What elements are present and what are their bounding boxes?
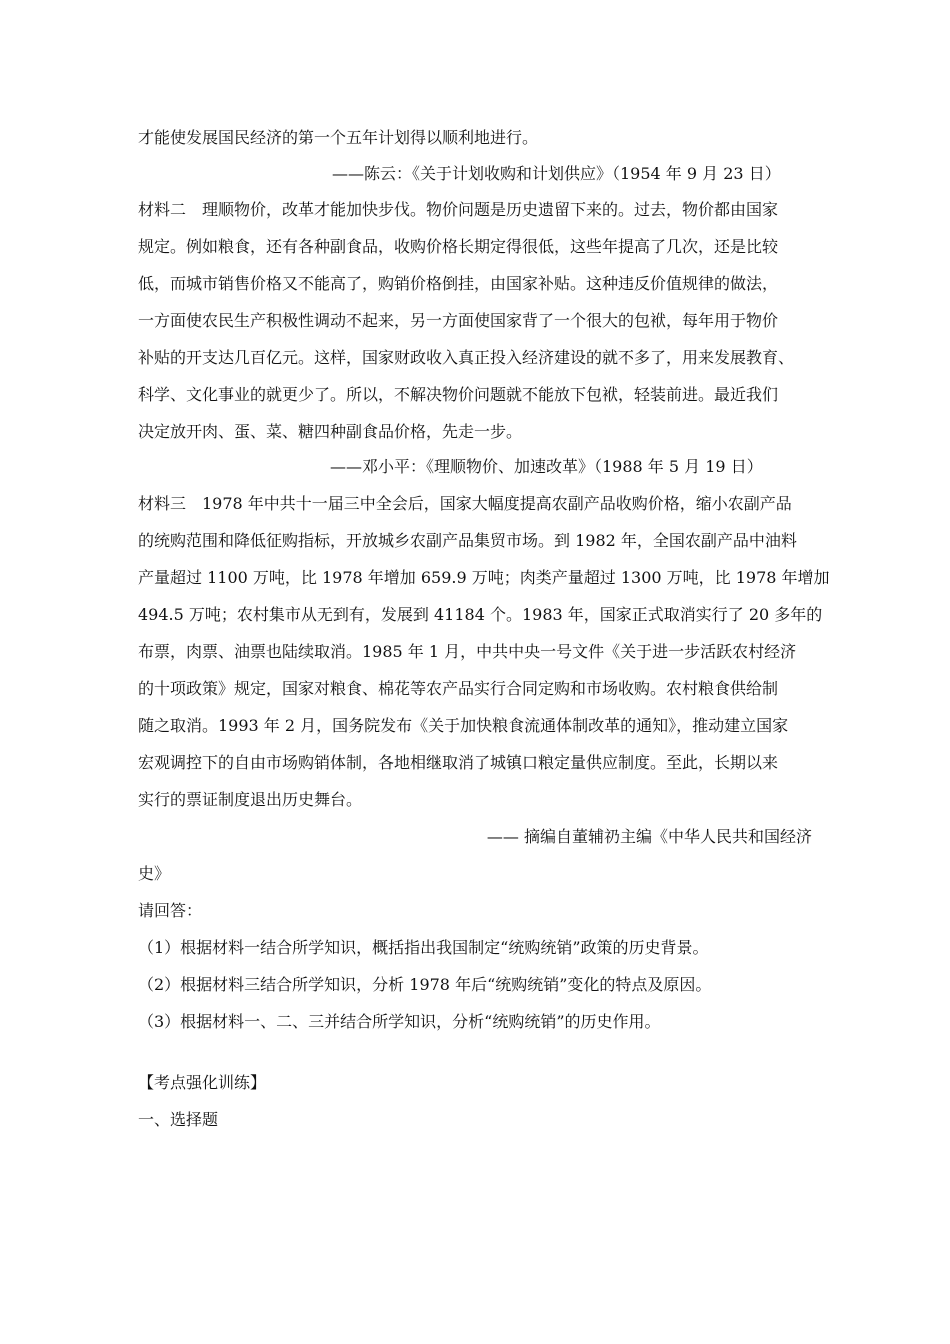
text-line: 才能使发展国民经济的第一个五年计划得以顺利地进行。 <box>138 128 539 147</box>
text-line: 材料三 1978 年中共十一届三中全会后，国家大幅度提高农副产品收购价格，缩小农副产品 <box>138 494 792 513</box>
text-line: 产量超过 1100 万吨，比 1978 年增加 659.9 万吨；肉类产量超过 1300 万吨，比 1978 年增加 <box>138 568 830 587</box>
text-line: 的统购范围和降低征购指标，开放城乡农副产品集贸市场。到 1982 年，全国农副产品中油料 <box>138 531 797 550</box>
question-prompt: 请回答： <box>138 901 203 920</box>
text-line: 布票，肉票、油票也陆续取消。1985 年 1 月，中共中央一号文件《关于进一步活跃农村经济 <box>138 642 797 661</box>
text-line: 一方面使农民生产积极性调动不起来，另一方面使国家背了一个很大的包袱，每年用于物价 <box>138 311 779 330</box>
text-line: 的十项政策》规定，国家对粮食、棉花等农产品实行合同定购和市场收购。农村粮食供给制 <box>138 679 779 698</box>
citation-chen-yun: ——陈云：《关于计划收购和计划供应》（1954 年 9 月 23 日） <box>332 164 781 183</box>
text-line: 随之取消。1993 年 2 月，国务院发布《关于加快粮食流通体制改革的通知》，推动建立国家 <box>138 716 789 735</box>
question-1: （1）根据材料一结合所学知识，概括指出我国制定“统购统销”政策的历史背景。 <box>138 938 709 957</box>
text-line: 决定放开肉、蛋、菜、糖四种副食品价格，先走一步。 <box>138 422 523 441</box>
question-3: （3）根据材料一、二、三并结合所学知识，分析“统购统销”的历史作用。 <box>138 1012 661 1031</box>
citation-deng-xiaoping: ——邓小平：《理顺物价、加速改革》（1988 年 5 月 19 日） <box>330 457 763 476</box>
text-line: 补贴的开支达几百亿元。这样，国家财政收入真正投入经济建设的就不多了，用来发展教育、 <box>138 348 795 367</box>
text-line: 科学、文化事业的就更少了。所以，不解决物价问题就不能放下包袱，轻装前进。最近我们 <box>138 385 779 404</box>
text-line: 宏观调控下的自由市场购销体制，各地相继取消了城镇口粮定量供应制度。至此，长期以来 <box>138 753 779 772</box>
text-line: 史》 <box>138 864 171 883</box>
text-line: 规定。例如粮食，还有各种副食品，收购价格长期定得很低，这些年提高了几次，还是比较 <box>138 237 779 256</box>
citation-dong-fureng: —— 摘编自董辅礽主编《中华人民共和国经济 <box>486 827 812 846</box>
text-line: 494.5 万吨；农村集市从无到有，发展到 41184 个。1983 年，国家正式取消实行了 20 多年的 <box>138 605 823 624</box>
subsection-heading: 一、选择题 <box>138 1110 219 1129</box>
text-line: 实行的票证制度退出历史舞台。 <box>138 790 363 809</box>
text-line: 材料二 理顺物价，改革才能加快步伐。物价问题是历史遗留下来的。过去，物价都由国家 <box>138 200 779 219</box>
text-line: 低，而城市销售价格又不能高了，购销价格倒挂，由国家补贴。这种违反价值规律的做法， <box>138 274 779 293</box>
question-2: （2）根据材料三结合所学知识，分析 1978 年后“统购统销”变化的特点及原因。 <box>138 975 712 994</box>
section-heading: 【考点强化训练】 <box>138 1073 267 1092</box>
